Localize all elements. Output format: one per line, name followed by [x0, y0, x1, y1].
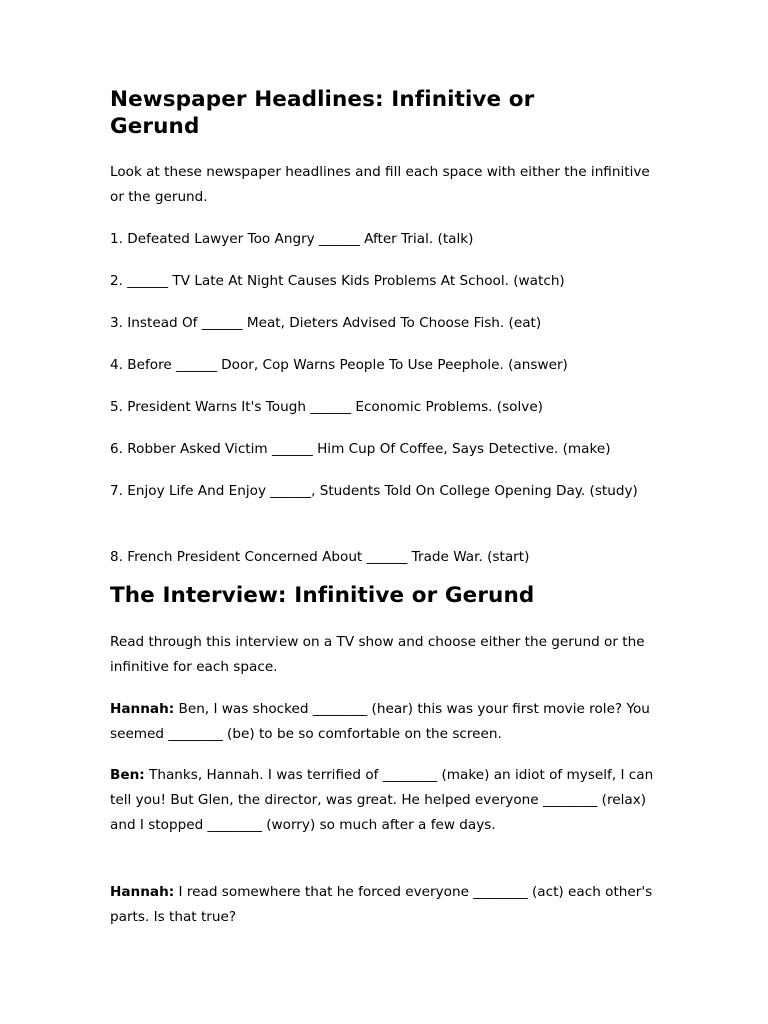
section1-title: Newspaper Headlines: Infinitive or Gerund	[110, 87, 535, 139]
speaker-name: Hannah:	[110, 884, 175, 900]
dialogue-text: I read somewhere that he forced everyone ________ (act) each other's parts. Is that true?	[110, 884, 653, 925]
section2-title: The Interview: Infinitive or Gerund	[110, 583, 535, 608]
headline-item-6: 6. Robber Asked Victim ______ Him Cup Of Coffee, Says Detective. (make)	[110, 441, 611, 457]
headline-item-5: 5. President Warns It's Tough ______ Economic Problems. (solve)	[110, 399, 543, 415]
section1-intro: Look at these newspaper headlines and fill each space with either the infinitive or the gerund.	[110, 164, 650, 205]
headline-item-1: 1. Defeated Lawyer Too Angry ______ After Trial. (talk)	[110, 231, 474, 247]
speaker-name: Hannah:	[110, 701, 175, 717]
headline-item-3: 3. Instead Of ______ Meat, Dieters Advised To Choose Fish. (eat)	[110, 315, 542, 331]
headline-item-8: 8. French President Concerned About ______ Trade War. (start)	[110, 549, 530, 565]
headline-item-7: 7. Enjoy Life And Enjoy ______, Students Told On College Opening Day. (study)	[110, 483, 638, 499]
headline-item-4: 4. Before ______ Door, Cop Warns People To Use Peephole. (answer)	[110, 357, 568, 373]
speaker-name: Ben:	[110, 767, 145, 783]
dialogue-line-2	[110, 763, 665, 838]
dialogue-line-3	[110, 880, 665, 930]
headline-item-2: 2. ______ TV Late At Night Causes Kids Problems At School. (watch)	[110, 273, 565, 289]
section2-intro: Read through this interview on a TV show and choose either the gerund or the infinitive for each space.	[110, 634, 645, 675]
dialogue-text: Ben, I was shocked ________ (hear) this was your first movie role? You seemed ________ (be) to be so comfortable on the screen.	[110, 701, 650, 742]
dialogue-text: Thanks, Hannah. I was terrified of ________ (make) an idiot of myself, I can tell you! But Glen, the director, was great. He helped everyone ________ (relax) and I stopped ________ (worry) so much after a few days.	[110, 767, 654, 833]
dialogue-line-1	[110, 697, 665, 747]
